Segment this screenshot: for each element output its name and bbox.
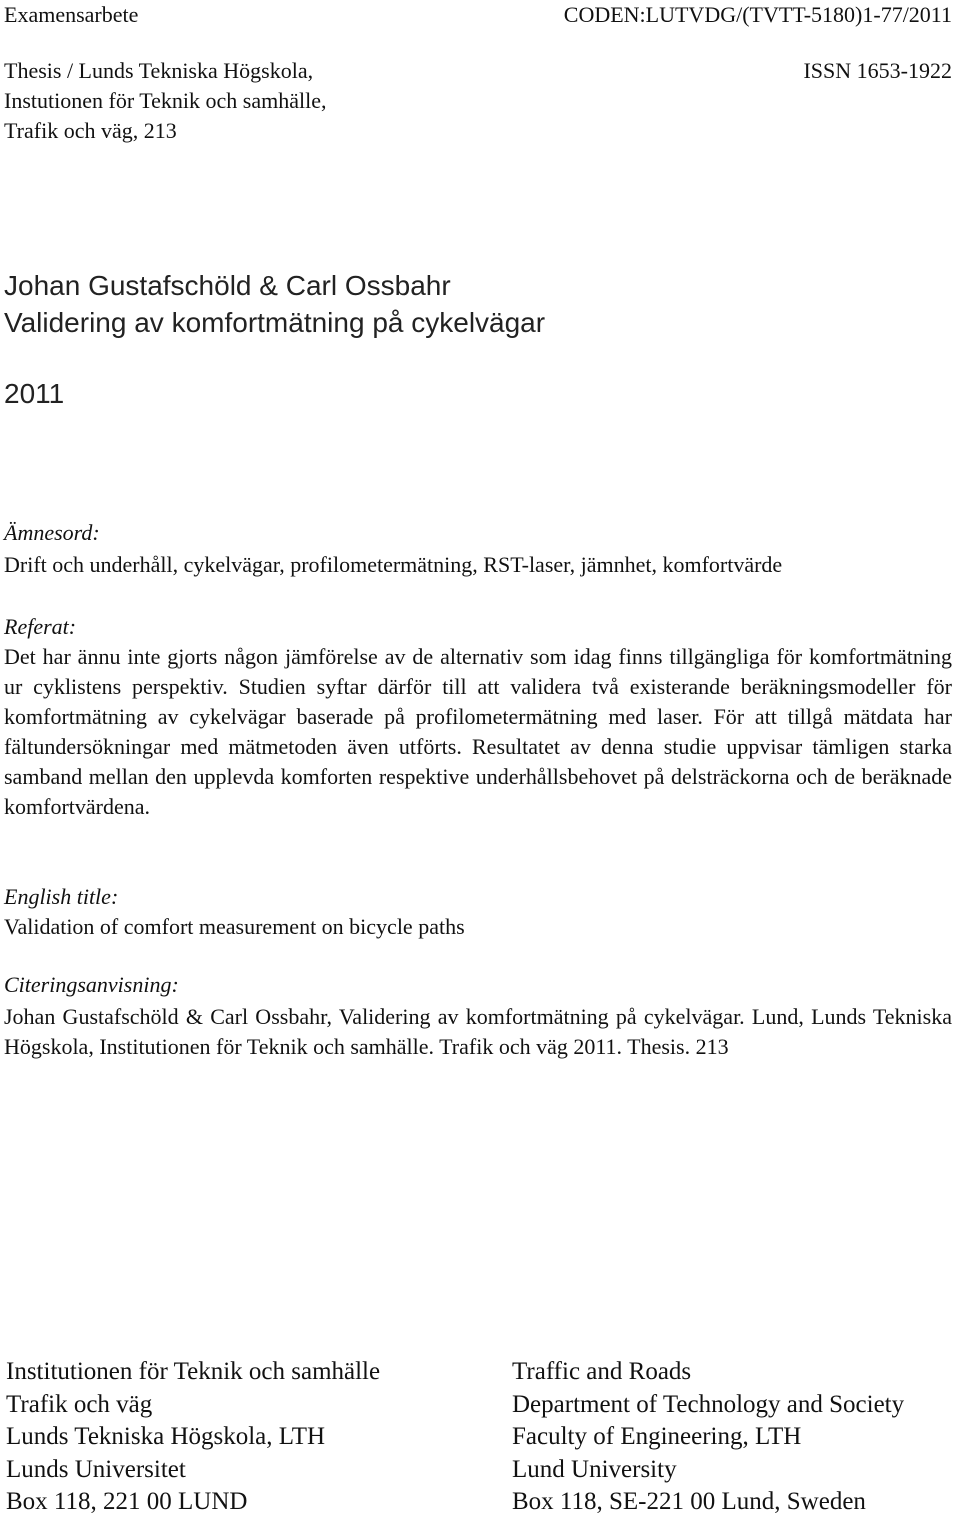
footer-english-address [512, 1356, 904, 1519]
footer-left-line: Institutionen för Teknik och samhälle [6, 1358, 381, 1385]
footer-left-line: Trafik och väg [6, 1390, 153, 1418]
footer-right-line: Department of Technology and Society [512, 1390, 905, 1418]
footer-right-line: Lund University [512, 1455, 677, 1483]
abstract-label: Referat: [4, 614, 77, 639]
footer-left-line: Lunds Universitet [6, 1455, 186, 1483]
footer-right-line: Faculty of Engineering, LTH [512, 1423, 802, 1451]
authors: Johan Gustafschöld & Carl Ossbahr [4, 270, 451, 301]
thesis-title: Validering av komfortmätning på cykelvägar [4, 307, 546, 338]
english-title-label: English title: [4, 884, 119, 909]
citation-text: Johan Gustafschöld & Carl Ossbahr, Validering av komfortmätning på cykelvägar. Lund, Lunds Tekniska Högskola, Institutionen för Teknik och samhälle. Trafik och väg 2011. Thesis. 213 [4, 1004, 952, 1059]
abstract-text: Det har ännu inte gjorts någon jämförelse av de alternativ som idag finns tillgängliga för komfortmätning ur cyklistens perspektiv. Studien syftar därför till att validera två existerande beräkningsmodeller för komfortmätning av cykelvägar baserade på profilometermätning med laser. För att tillgå mätdata har fältundersökningar med mätmetoden även utförts. Resultatet av denna studie uppvisar tämligen starka samband mellan den upplevda komforten respektive underhållsbehovet på delsträckorna och de beräknade komfortvärdena. [4, 644, 952, 819]
report-number-line: Trafik och väg, 213 [4, 118, 177, 143]
footer-swedish-address [6, 1356, 380, 1519]
coden-number: CODEN:LUTVDG/(TVTT-5180)1-77/2011 [563, 2, 952, 27]
citation-label: Citeringsanvisning: [4, 972, 179, 997]
footer-left-line: Box 118, 221 00 LUND [6, 1488, 248, 1516]
thesis-year: 2011 [4, 378, 65, 409]
footer-left-line: Lunds Tekniska Högskola, LTH [6, 1423, 326, 1451]
english-title-text: Validation of comfort measurement on bicycle paths [4, 914, 465, 939]
thesis-institution: Thesis / Lunds Tekniska Högskola, [4, 58, 314, 83]
issn-number: ISSN 1653-1922 [803, 58, 952, 83]
document-type: Examensarbete [4, 2, 139, 27]
keywords-label: Ämnesord: [4, 520, 100, 545]
department-line: Instutionen för Teknik och samhälle, [4, 88, 327, 113]
keywords-text: Drift och underhåll, cykelvägar, profilometermätning, RST-laser, jämnhet, komfortvärde [4, 552, 783, 577]
footer-right-line: Traffic and Roads [512, 1358, 692, 1385]
footer-right-line: Box 118, SE-221 00 Lund, Sweden [512, 1488, 866, 1516]
